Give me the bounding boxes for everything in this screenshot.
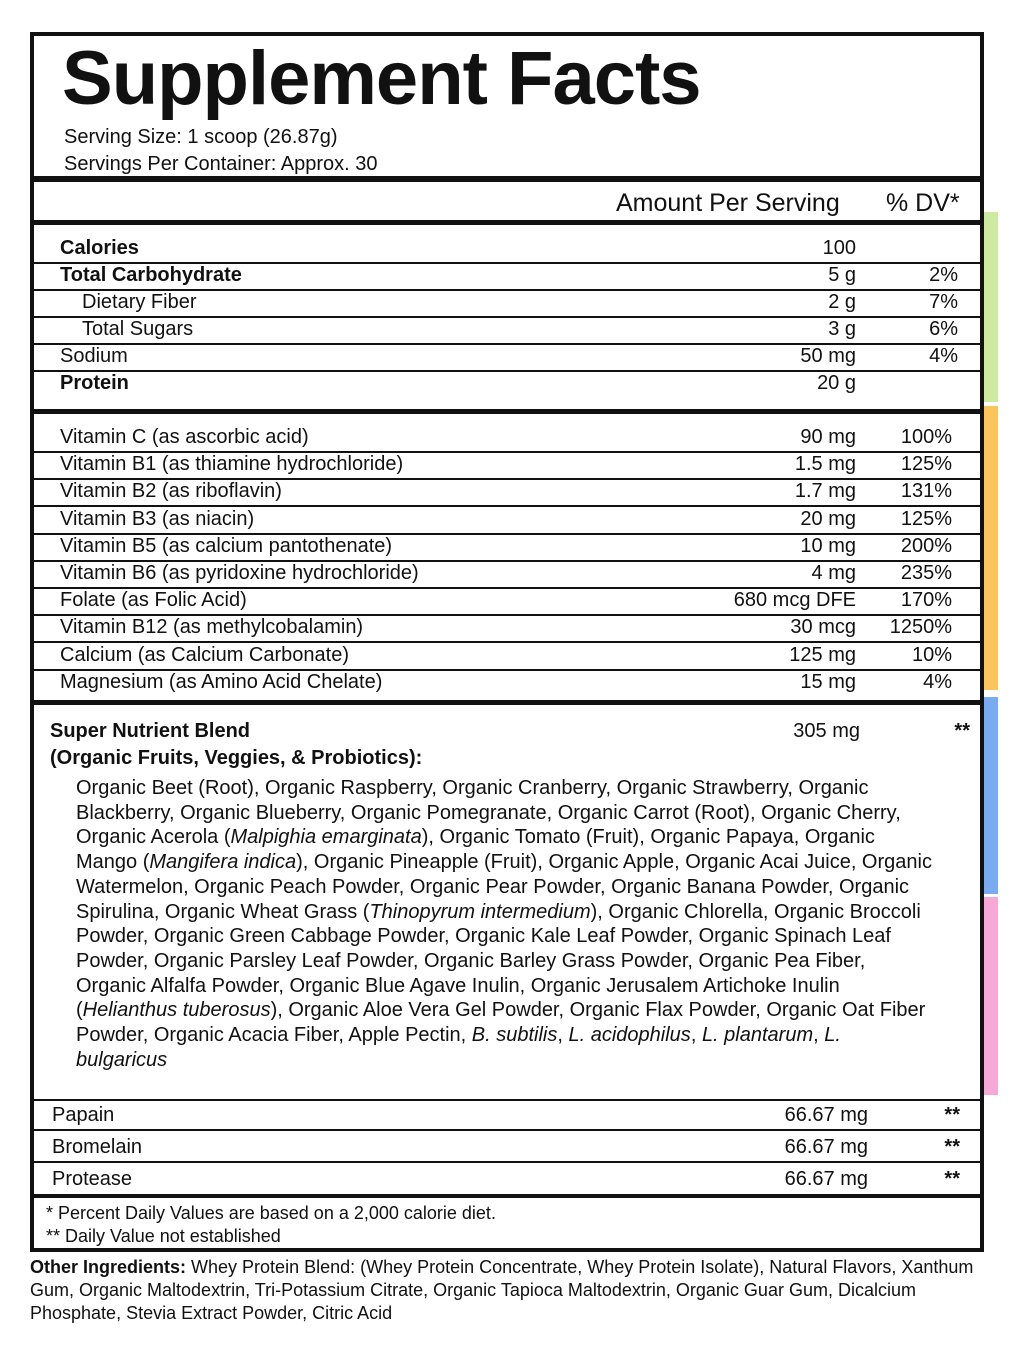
enzyme-row-amount: 66.67 mg — [784, 1104, 868, 1126]
nutrient-row-amount: 20 g — [817, 372, 856, 394]
vitamin-row-amount: 1.7 mg — [794, 480, 856, 503]
other-ingredients-label: Other Ingredients: — [30, 1257, 187, 1277]
vitamin-row — [34, 533, 980, 560]
not-established-footnote: ** Daily Value not established — [46, 1226, 281, 1246]
panel-title: Supplement Facts — [62, 36, 701, 121]
vitamin-row-name: Vitamin B1 (as thiamine hydrochloride) — [60, 453, 404, 476]
nutrient-row-dv: 4% — [929, 345, 958, 367]
enzyme-row-amount: 66.67 mg — [784, 1136, 868, 1158]
vitamin-row — [34, 506, 980, 533]
nutrient-row-dv: 6% — [929, 318, 958, 340]
dv-header: % DV* — [886, 189, 960, 217]
other-ingredients-text: Whey Protein Blend: (Whey Protein Concentrate, Whey Protein Isolate), Natural Flavors, Xanthum Gum, Organic Maltodextrin, Tri-Potassium Citrate, Organic Tapioca Maltodextrin, Organic Guar Gum, Dicalcium Phosphate, Stevia Extract Powder, Citric Acid — [30, 1257, 974, 1323]
vitamin-row-amount: 1.5 mg — [794, 453, 856, 476]
thick-rule — [34, 700, 980, 705]
enzyme-row-dv: ** — [944, 1168, 960, 1190]
vitamin-row-amount: 10 mg — [800, 534, 856, 557]
enzyme-row-name: Papain — [52, 1104, 115, 1126]
vitamin-row-amount: 20 mg — [800, 507, 856, 530]
enzyme-row-name: Protease — [52, 1168, 133, 1190]
nutrient-row-amount: 3 g — [828, 318, 856, 340]
blend-subtitle: (Organic Fruits, Veggies, & Probiotics): — [50, 747, 423, 769]
color-bar-blue — [984, 697, 998, 894]
vitamin-row-amount: 680 mcg DFE — [733, 589, 856, 612]
enzyme-row-dv: ** — [944, 1104, 960, 1126]
nutrient-row-amount: 5 g — [828, 264, 856, 286]
enzyme-row — [34, 1134, 980, 1161]
thick-rule — [34, 220, 980, 225]
nutrient-row-name: Protein — [60, 372, 129, 394]
blend-name: Super Nutrient Blend — [50, 720, 251, 742]
servings-per-container: Servings Per Container: Approx. 30 — [64, 153, 378, 175]
vitamin-row-amount: 90 mg — [800, 426, 856, 448]
vitamin-row-name: Vitamin B3 (as niacin) — [60, 507, 255, 530]
vitamin-row-name: Folate (as Folic Acid) — [60, 589, 247, 612]
nutrient-row — [34, 316, 980, 343]
vitamin-row-name: Vitamin C (as ascorbic acid) — [60, 426, 309, 448]
nutrient-row-name: Dietary Fiber — [82, 291, 197, 313]
vitamin-row — [34, 478, 980, 505]
vitamin-row-amount: 4 mg — [811, 562, 856, 584]
blend-row — [50, 718, 970, 745]
vitamin-row-dv: 131% — [900, 480, 952, 503]
vitamin-row-dv: 235% — [900, 562, 952, 584]
nutrient-row-amount: 50 mg — [800, 345, 856, 367]
vitamin-row — [34, 560, 980, 587]
row-divider — [34, 1099, 980, 1101]
vitamin-row-dv: 10% — [911, 643, 952, 666]
nutrient-row — [34, 289, 980, 316]
vitamin-row — [34, 669, 980, 696]
vitamin-row — [34, 424, 980, 451]
vitamin-row-dv: 1250% — [889, 616, 952, 639]
amount-per-serving-header: Amount Per Serving — [616, 189, 840, 217]
color-bar-pink — [984, 897, 998, 1095]
vitamin-row-dv: 125% — [900, 453, 952, 476]
blend-amount: 305 mg — [793, 720, 860, 742]
blend-ingredients: Organic Beet (Root), Organic Raspberry, Organic Cranberry, Organic Strawberry, Organic Blackberry, Organic Blueberry, Organic Pomegranate, Organic Carrot (Root), Organic Cherry, Organic Acerola (Malpighia emarginata), Organic Tomato (Fruit), Organic Papaya, Organic Mango (Mangifera indica), Organic Pineapple (Fruit), Organic Apple, Organic Acai Juice, Organic Watermelon, Organic Peach Powder, Organic Pear Powder, Organic Banana Powder, Organic Spirulina, Organic Wheat Grass (Thinopyrum intermedium), Organic Chlorella, Organic Broccoli Powder, Organic Green Cabbage Powder, Organic Kale Leaf Powder, Organic Spinach Leaf Powder, Organic Parsley Leaf Powder, Organic Barley Grass Powder, Organic Pea Fiber, Organic Alfalfa Powder, Organic Blue Agave Inulin, Organic Jerusalem Artichoke Inulin (Helianthus tuberosus), Organic Aloe Vera Gel Powder, Organic Flax Powder, Organic Oat Fiber Powder, Organic Acacia Fiber, Apple Pectin, B. subtilis, L. acidophilus, L. plantarum, L. bulgaricus — [76, 777, 932, 1071]
nutrient-row-name: Sodium — [60, 345, 128, 367]
vitamin-row-amount: 30 mcg — [790, 616, 856, 639]
vitamin-row-name: Vitamin B5 (as calcium pantothenate) — [60, 534, 393, 557]
thick-rule — [34, 1194, 980, 1198]
color-bar-green — [984, 212, 998, 402]
nutrient-row-amount: 2 g — [828, 291, 856, 313]
vitamin-row-name: Vitamin B2 (as riboflavin) — [60, 480, 282, 503]
other-ingredients — [30, 1256, 990, 1325]
nutrient-row-amount: 100 — [822, 237, 856, 259]
vitamin-row-dv: 100% — [900, 426, 952, 448]
row-divider — [34, 1161, 980, 1163]
enzyme-row — [34, 1166, 980, 1193]
vitamin-row — [34, 451, 980, 478]
nutrient-row-dv: 2% — [929, 264, 958, 286]
thick-rule — [34, 409, 980, 414]
enzyme-row-name: Bromelain — [52, 1136, 143, 1158]
vitamin-row-dv: 200% — [900, 534, 952, 557]
vitamin-row-dv: 125% — [900, 507, 952, 530]
nutrient-row-name: Total Sugars — [82, 318, 194, 340]
serving-size: Serving Size: 1 scoop (26.87g) — [64, 126, 338, 148]
nutrient-row — [34, 262, 980, 289]
vitamin-row-name: Magnesium (as Amino Acid Chelate) — [60, 670, 383, 693]
vitamin-row-amount: 125 mg — [789, 643, 856, 666]
nutrient-row — [34, 235, 980, 262]
vitamin-row-amount: 15 mg — [800, 670, 856, 693]
vitamin-row-dv: 170% — [900, 589, 952, 612]
row-divider — [34, 1129, 980, 1131]
vitamin-row — [34, 587, 980, 614]
thick-rule — [34, 176, 980, 182]
supplement-facts-panel — [30, 32, 984, 1252]
enzyme-row-amount: 66.67 mg — [784, 1168, 868, 1190]
color-bar-orange — [984, 406, 998, 690]
enzyme-row — [34, 1102, 980, 1129]
enzyme-row-dv: ** — [944, 1136, 960, 1158]
dv-footnote: * Percent Daily Values are based on a 2,000 calorie diet. — [46, 1203, 496, 1223]
vitamin-row-name: Vitamin B6 (as pyridoxine hydrochloride) — [60, 562, 419, 584]
vitamin-row-dv: 4% — [923, 670, 952, 693]
vitamin-row-name: Vitamin B12 (as methylcobalamin) — [60, 616, 364, 639]
nutrient-row — [34, 343, 980, 370]
blend-dv: ** — [954, 720, 970, 742]
nutrient-row-name: Calories — [60, 237, 139, 259]
vitamin-row — [34, 614, 980, 641]
nutrient-row-dv: 7% — [929, 291, 958, 313]
vitamin-row — [34, 642, 980, 669]
vitamin-row-name: Calcium (as Calcium Carbonate) — [60, 643, 349, 666]
nutrient-row-name: Total Carbohydrate — [60, 264, 242, 286]
nutrient-row — [34, 370, 980, 397]
